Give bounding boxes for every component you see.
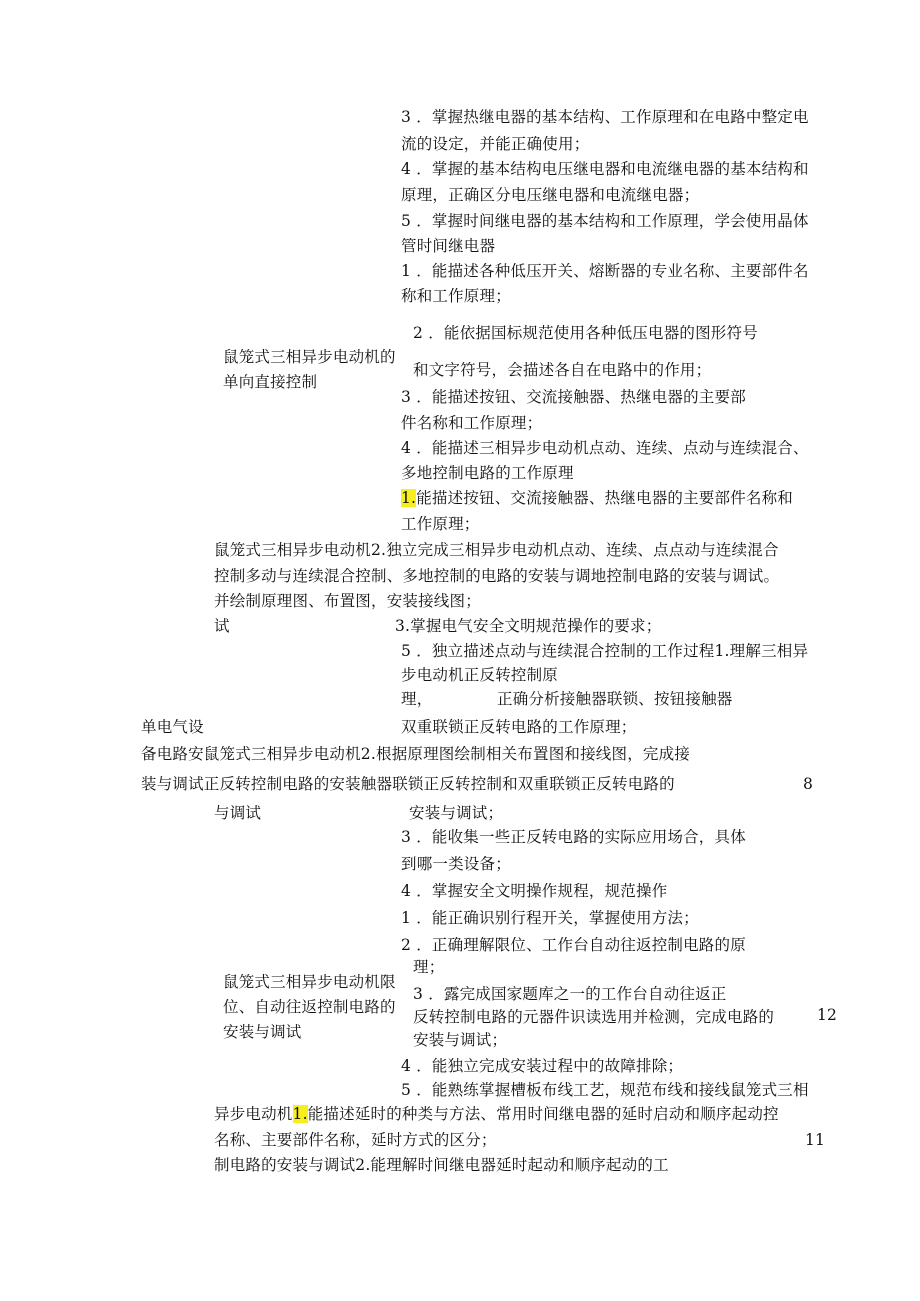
text-line: 5 ．独立描述点动与连续混合控制的工作过程1.理解三相异 bbox=[401, 642, 809, 660]
hours-value: 8 bbox=[803, 775, 814, 793]
text-line: 安装与调试； bbox=[413, 1031, 508, 1049]
text-line: 反转控制电路的元器件识读选用并检测，完成电路的 bbox=[413, 1008, 775, 1026]
topic-title: 鼠笼式三相异步电动机的 bbox=[223, 348, 396, 366]
text-line: 备电路安鼠笼式三相异步电动机2.根据原理图绘制相关布置图和接线图，完成接 bbox=[141, 745, 690, 763]
text-line: 3 ．掌握热继电器的基本结构、工作原理和在电路中整定电 bbox=[401, 108, 809, 126]
text-line: 名称、主要部件名称，延时方式的区分； bbox=[214, 1131, 497, 1149]
category-title: 单电气设 bbox=[141, 718, 204, 736]
text-line: 1 ．能正确识别行程开关，掌握使用方法； bbox=[401, 909, 699, 927]
text-line: 件名称和工作原理； bbox=[401, 414, 543, 432]
text-line: 异步电动机1.能描述延时的种类与方法、常用时间继电器的延时启动和顺序起动控 bbox=[214, 1105, 779, 1123]
text-line: 原理，正确区分电压继电器和电流继电器； bbox=[401, 186, 700, 204]
text-line: 1 ．能描述各种低压开关、熔断器的专业名称、主要部件名 bbox=[401, 262, 809, 280]
text-line: 流的设定，并能正确使用； bbox=[401, 135, 590, 153]
highlighted-number: 1. bbox=[401, 489, 417, 507]
text-line: 和文字符号，会描述各自在电路中的作用； bbox=[413, 361, 712, 379]
text-line: 工作原理； bbox=[401, 515, 480, 533]
highlighted-number: 1. bbox=[292, 1105, 308, 1123]
text-line: 管时间继电器 bbox=[401, 237, 496, 255]
text-line: 理； bbox=[413, 958, 445, 976]
text-line: 安装与调试； bbox=[409, 804, 504, 822]
topic-title: 安装与调试 bbox=[223, 1023, 302, 1041]
text-line: 4 ．能描述三相异步电动机点动、连续、点动与连续混合、 bbox=[401, 439, 809, 457]
text-line: 控制多动与连续混合控制、多地控制的电路的安装与调地控制电路的安装与调试。 bbox=[214, 567, 780, 585]
text-line: 双重联锁正反转电路的工作原理； bbox=[401, 718, 637, 736]
text-line: 4 ．掌握的基本结构电压继电器和电流继电器的基本结构和 bbox=[401, 160, 809, 178]
text-line: 正确分析接触器联锁、按钮接触器 bbox=[497, 690, 733, 708]
text-line: 2 ．能依据国标规范使用各种低压电器的图形符号 bbox=[413, 324, 758, 342]
hours-value: 11 bbox=[805, 1131, 826, 1149]
text-line: 称和工作原理； bbox=[401, 287, 511, 305]
text-line: 理， bbox=[401, 690, 433, 708]
text-line: 5 ．能熟练掌握槽板布线工艺，规范布线和接线鼠笼式三相 bbox=[401, 1081, 809, 1099]
text-line: 3 ．能收集一些正反转电路的实际应用场合，具体 bbox=[401, 828, 746, 846]
text-line: 装与调试正反转控制电路的安装触器联锁正反转控制和双重联锁正反转电路的 bbox=[141, 775, 675, 793]
text-line: 步电动机正反转控制原 bbox=[401, 666, 559, 684]
hours-value: 12 bbox=[817, 1006, 838, 1024]
text-line: 2 ．正确理解限位、工作台自动往返控制电路的原 bbox=[401, 936, 746, 954]
text-line: 到哪一类设备； bbox=[401, 855, 511, 873]
topic-title: 位、自动往返控制电路的 bbox=[223, 998, 396, 1016]
text-line: 与调试 bbox=[214, 804, 262, 822]
text-line: 3 ．露完成国家题库之一的工作台自动往返正 bbox=[413, 985, 727, 1003]
text-line: 4 ．掌握安全文明操作规程，规范操作 bbox=[401, 882, 668, 900]
text-line: 1.能描述按钮、交流接触器、热继电器的主要部件名称和 bbox=[401, 489, 794, 507]
text-line: 并绘制原理图、布置图，安装接线图； bbox=[214, 592, 481, 610]
text-line: 制电路的安装与调试2.能理解时间继电器延时起动和顺序起动的工 bbox=[214, 1156, 669, 1174]
text-line: 3.掌握电气安全文明规范操作的要求； bbox=[395, 617, 662, 635]
text-line: 5 ．掌握时间继电器的基本结构和工作原理，学会使用晶体 bbox=[401, 212, 809, 230]
text-line: 试 bbox=[214, 617, 230, 635]
text-line: 4 ．能独立完成安装过程中的故障排除； bbox=[401, 1057, 684, 1075]
text-line: 鼠笼式三相异步电动机2.独立完成三相异步电动机点动、连续、点点动与连续混合 bbox=[214, 541, 779, 559]
text-line: 多地控制电路的工作原理 bbox=[401, 464, 574, 482]
topic-title: 单向直接控制 bbox=[223, 373, 318, 391]
topic-title: 鼠笼式三相异步电动机限 bbox=[223, 973, 396, 991]
text-line: 3 ．能描述按钮、交流接触器、热继电器的主要部 bbox=[401, 388, 746, 406]
